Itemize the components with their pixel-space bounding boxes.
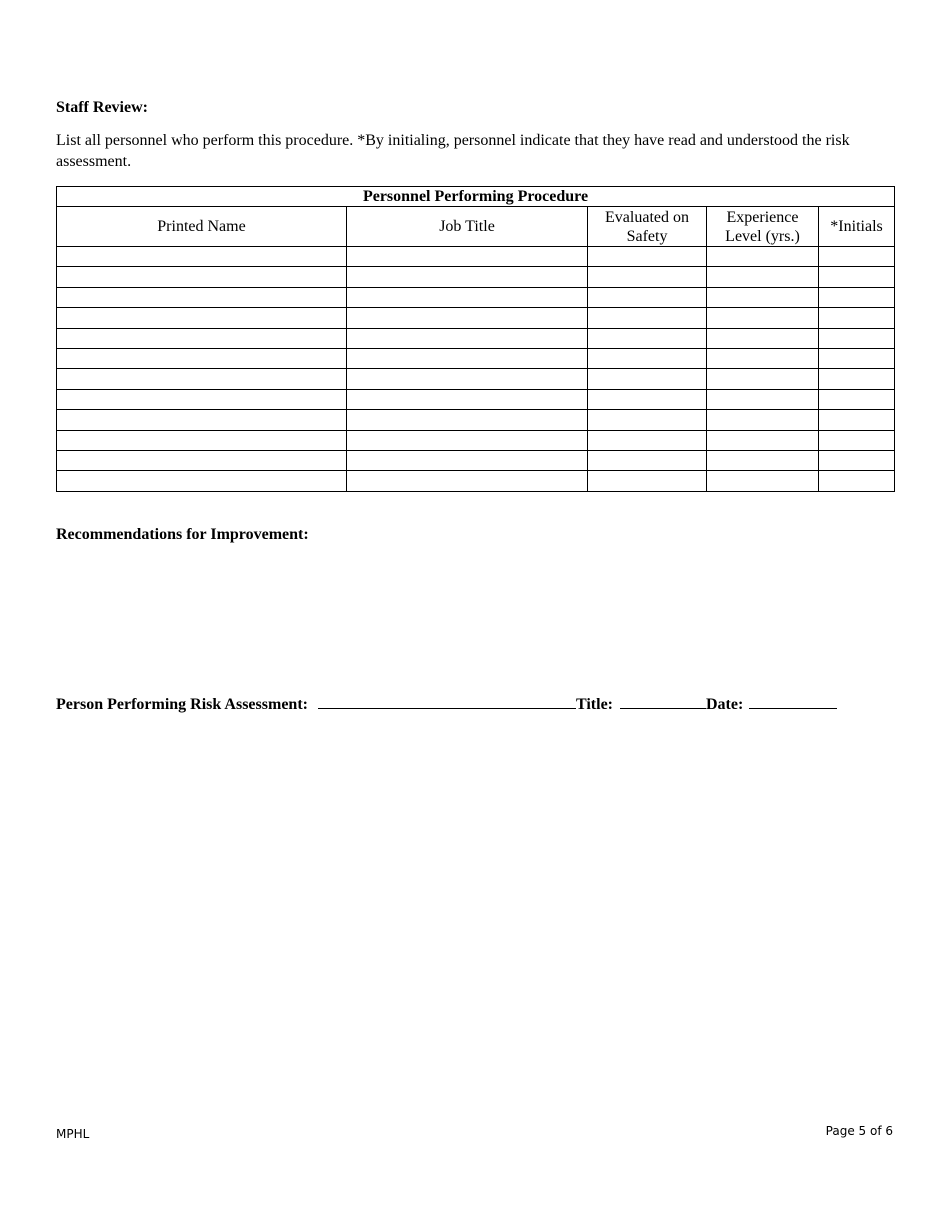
table-row <box>57 328 895 348</box>
cell-printed-name[interactable] <box>57 369 347 389</box>
table-row <box>57 410 895 430</box>
staff-review-heading: Staff Review: <box>56 99 148 116</box>
cell-job-title[interactable] <box>347 328 588 348</box>
recommendations-heading: Recommendations for Improvement: <box>56 526 309 543</box>
evaluated-header-line2: Safety <box>626 227 668 245</box>
cell-experience-level[interactable] <box>707 450 819 470</box>
cell-initials[interactable] <box>819 348 895 368</box>
cell-job-title[interactable] <box>347 348 588 368</box>
cell-evaluated-on-safety[interactable] <box>588 430 707 450</box>
cell-initials[interactable] <box>819 308 895 328</box>
title-blank[interactable] <box>620 693 706 709</box>
footer-page-number: Page 5 of 6 <box>825 1124 893 1138</box>
cell-job-title[interactable] <box>347 247 588 267</box>
table-row <box>57 450 895 470</box>
cell-printed-name[interactable] <box>57 287 347 307</box>
cell-experience-level[interactable] <box>707 308 819 328</box>
date-label: Date: <box>706 696 744 713</box>
cell-initials[interactable] <box>819 410 895 430</box>
cell-experience-level[interactable] <box>707 430 819 450</box>
cell-job-title[interactable] <box>347 369 588 389</box>
column-header-experience-level <box>707 207 819 247</box>
cell-evaluated-on-safety[interactable] <box>588 410 707 430</box>
column-header-initials: *Initials <box>819 207 895 247</box>
experience-header-line2: Level (yrs.) <box>725 227 800 245</box>
footer-organization: MPHL <box>56 1127 90 1141</box>
cell-initials[interactable] <box>819 369 895 389</box>
column-header-job-title: Job Title <box>347 207 588 247</box>
signature-line <box>56 693 837 715</box>
cell-experience-level[interactable] <box>707 328 819 348</box>
cell-printed-name[interactable] <box>57 389 347 409</box>
cell-evaluated-on-safety[interactable] <box>588 308 707 328</box>
table-row <box>57 369 895 389</box>
table-row <box>57 430 895 450</box>
cell-printed-name[interactable] <box>57 450 347 470</box>
cell-printed-name[interactable] <box>57 267 347 287</box>
cell-job-title[interactable] <box>347 267 588 287</box>
cell-initials[interactable] <box>819 328 895 348</box>
cell-printed-name[interactable] <box>57 471 347 491</box>
cell-initials[interactable] <box>819 471 895 491</box>
cell-printed-name[interactable] <box>57 348 347 368</box>
column-header-evaluated-on-safety <box>588 207 707 247</box>
cell-job-title[interactable] <box>347 450 588 470</box>
personnel-table-body <box>57 247 895 492</box>
table-row <box>57 389 895 409</box>
cell-job-title[interactable] <box>347 410 588 430</box>
cell-experience-level[interactable] <box>707 247 819 267</box>
cell-evaluated-on-safety[interactable] <box>588 450 707 470</box>
cell-initials[interactable] <box>819 247 895 267</box>
table-row <box>57 471 895 491</box>
table-row <box>57 267 895 287</box>
cell-initials[interactable] <box>819 267 895 287</box>
cell-evaluated-on-safety[interactable] <box>588 348 707 368</box>
cell-evaluated-on-safety[interactable] <box>588 369 707 389</box>
date-blank[interactable] <box>749 693 837 709</box>
cell-printed-name[interactable] <box>57 308 347 328</box>
cell-job-title[interactable] <box>347 389 588 409</box>
cell-evaluated-on-safety[interactable] <box>588 287 707 307</box>
table-header-row <box>57 207 895 247</box>
cell-initials[interactable] <box>819 389 895 409</box>
cell-printed-name[interactable] <box>57 328 347 348</box>
cell-printed-name[interactable] <box>57 430 347 450</box>
cell-evaluated-on-safety[interactable] <box>588 328 707 348</box>
title-label: Title: <box>575 696 613 713</box>
cell-experience-level[interactable] <box>707 267 819 287</box>
personnel-table <box>56 186 895 492</box>
cell-printed-name[interactable] <box>57 410 347 430</box>
column-header-printed-name: Printed Name <box>57 207 347 247</box>
table-row <box>57 287 895 307</box>
cell-evaluated-on-safety[interactable] <box>588 247 707 267</box>
cell-experience-level[interactable] <box>707 369 819 389</box>
cell-evaluated-on-safety[interactable] <box>588 471 707 491</box>
cell-experience-level[interactable] <box>707 471 819 491</box>
cell-evaluated-on-safety[interactable] <box>588 389 707 409</box>
cell-experience-level[interactable] <box>707 389 819 409</box>
person-name-blank[interactable] <box>318 693 576 709</box>
table-row <box>57 247 895 267</box>
cell-evaluated-on-safety[interactable] <box>588 267 707 287</box>
cell-job-title[interactable] <box>347 430 588 450</box>
cell-initials[interactable] <box>819 430 895 450</box>
cell-experience-level[interactable] <box>707 348 819 368</box>
cell-experience-level[interactable] <box>707 287 819 307</box>
experience-header-line1: Experience <box>726 208 799 226</box>
staff-review-instructions: List all personnel who perform this procedure. *By initialing, personnel indicate that they have read and understood the risk assessment. <box>56 132 850 170</box>
cell-job-title[interactable] <box>347 287 588 307</box>
cell-initials[interactable] <box>819 450 895 470</box>
table-caption: Personnel Performing Procedure <box>57 187 895 207</box>
cell-job-title[interactable] <box>347 471 588 491</box>
cell-job-title[interactable] <box>347 308 588 328</box>
cell-printed-name[interactable] <box>57 247 347 267</box>
table-row <box>57 308 895 328</box>
cell-experience-level[interactable] <box>707 410 819 430</box>
table-caption-row <box>57 187 895 207</box>
table-row <box>57 348 895 368</box>
cell-initials[interactable] <box>819 287 895 307</box>
person-performing-label: Person Performing Risk Assessment: <box>56 696 308 713</box>
evaluated-header-line1: Evaluated on <box>605 208 689 226</box>
